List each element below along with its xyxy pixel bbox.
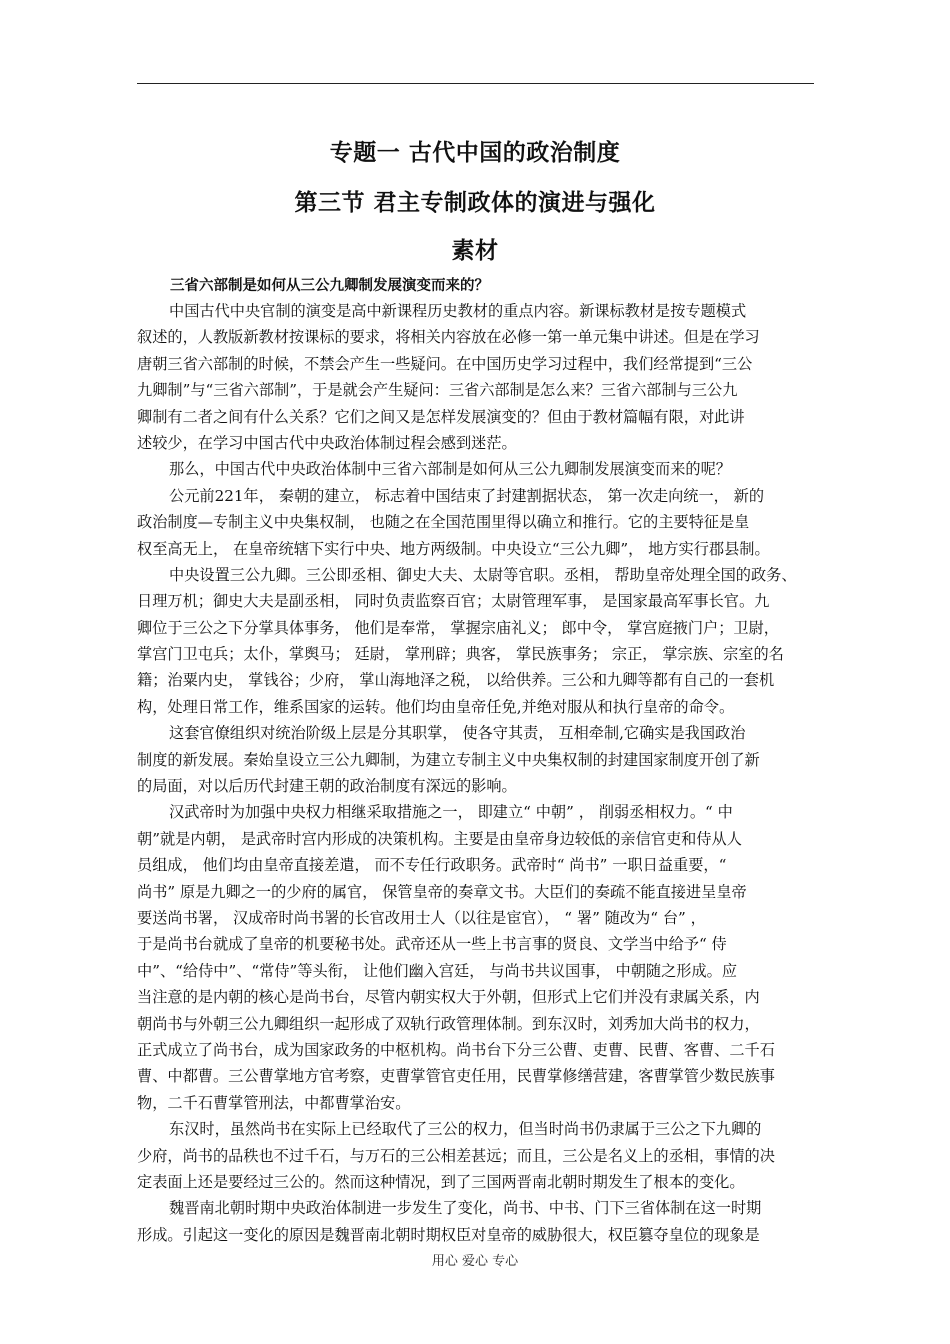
text-line: 构，处理日常工作，维系国家的运转。他们均由皇帝任免,并绝对服从和执行皇帝的命令。 [137,697,735,716]
text-line: 少府，尚书的品秩也不过千石，与万石的三公相差甚远；而且，三公是名义上的丞相，事情的决 [137,1146,775,1165]
text-line: 卿制有二者之间有什么关系？它们之间又是怎样发展演变的？但由于教材篇幅有限，对此讲 [137,407,745,426]
text-line: 述较少，在学习中国古代中央政治体制过程会感到迷茫。 [137,433,517,452]
text-line: 正式成立了尚书台，成为国家政务的中枢机构。尚书台下分三公曹、吏曹、民曹、客曹、二千石 [137,1040,775,1059]
text-line: 权至高无上， 在皇帝统辖下实行中央、地方两级制。中央设立“三公九卿”， 地方实行郡县制。 [137,539,770,558]
text-line: 卿位于三公之下分掌具体事务， 他们是奉常， 掌握宗庙礼义； 郎中令， 掌宫庭掖门户；卫尉， [137,618,779,637]
text-line: 叙述的，人教版新教材按课标的要求，将相关内容放在必修一第一单元集中讲述。但是在学习 [137,328,760,347]
header-rule [137,83,814,84]
text-line: 中国古代中央官制的演变是高中新课程历史教材的重点内容。新课标教材是按专题模式 [169,302,747,320]
text-line: 朝尚书与外朝三公九卿组织一起形成了双轨行政管理体制。到东汉时，刘秀加大尚书的权力， [137,1014,760,1033]
text-line: 定表面上还是要经过三公的。然而这种情况，到了三国两晋南北朝时期发生了根本的变化。 [137,1172,745,1191]
text-line: 魏晋南北朝时期中央政治体制进一步发生了变化，尚书、中书、门下三省体制在这一时期 [169,1199,762,1218]
text-line: 政治制度—专制主义中央集权制， 也随之在全国范围里得以确立和推行。它的主要特征是皇 [137,513,750,532]
text-line: 公元前221年， 秦朝的建立， 标志着中国结束了封建割据状态， 第一次走向统一， 新的 [169,486,765,505]
section-title: 第三节 君主专制政体的演进与强化 [294,190,656,216]
text-line: 于是尚书台就成了皇帝的机要秘书处。武帝还从一些上书言事的贤良、文学当中给予“ 侍 [137,935,727,954]
text-line: 那么，中国古代中央政治体制中三省六部制是如何从三公九卿制发展演变而来的呢？ [169,460,731,479]
text-line: 制度的新发展。秦始皇设立三公九卿制，为建立专制主义中央集权制的封建国家制度开创了新 [137,750,760,769]
text-line: 唐朝三省六部制的时候，不禁会产生一些疑问。在中国历史学习过程中，我们经常提到“三公 [137,354,753,373]
text-line: 掌宫门卫屯兵；太仆，掌舆马； 廷尉， 掌刑辟；典客， 掌民族事务； 宗正， 掌宗族、宗室的名 [137,645,784,664]
text-line: 籍；治粟内史， 掌钱谷；少府， 掌山海地泽之税， 以给供养。三公和九卿等都有自己的一套机 [137,671,775,690]
text-line: 九卿制”与“三省六部制”，于是就会产生疑问：三省六部制是怎么来？三省六部制与三公九 [137,381,738,400]
topic-title: 专题一 古代中国的政治制度 [329,140,621,166]
text-line: 曹、中都曹。三公曹掌地方官考察，吏曹掌管官吏任用，民曹掌修缮营建，客曹掌管少数民族事 [137,1067,775,1086]
text-line: 物，二千石曹掌管刑法，中都曹掌治安。 [137,1093,411,1112]
text-line: 中”、“给侍中”、“常侍”等头衔， 让他们幽入宫廷， 与尚书共议国事， 中朝随之形成。应 [137,961,738,980]
text-line: 朝”就是内朝， 是武帝时宫内形成的决策机构。主要是由皇帝身边较低的亲信官吏和侍从人 [137,829,742,848]
page-footer: 用心 爱心 专心 [431,1254,519,1269]
text-line: 中央设置三公九卿。三公即丞相、御史大夫、太尉等官职。丞相， 帮助皇帝处理全国的政务、 [169,565,797,584]
text-line: 东汉时，虽然尚书在实际上已经取代了三公的权力，但当时尚书仍隶属于三公之下九卿的 [169,1120,762,1139]
text-line: 员组成， 他们均由皇帝直接差遣， 而不专任行政职务。武帝时“ 尚书” 一职日益重要，“ [137,856,727,875]
material-subtitle: 素材 [451,238,499,264]
text-line: 要送尚书署， 汉成帝时尚书署的长官改用士人（以往是宦官）， “ 署” 随改为“ 台” ， [137,908,706,927]
text-line: 日理万机；御史大夫是副丞相， 同时负责监察百官；太尉管理军事， 是国家最高军事长官。九 [137,592,770,611]
question-heading: 三省六部制是如何从三公九卿制发展演变而来的？ [170,278,489,294]
text-line: 汉武帝时为加强中央权力相继采取措施之一， 即建立“ 中朝” ， 削弱丞相权力。“ 中 [169,803,733,822]
text-line: 这套官僚组织对统治阶级上层是分其职掌， 使各守其责， 互相牵制,它确实是我国政治 [169,724,746,743]
article-body [137,298,827,1248]
text-line: 当注意的是内朝的核心是尚书台，尽管内朝实权大于外朝，但形式上它们并没有隶属关系，内 [137,988,760,1007]
text-line: 尚书” 原是九卿之一的少府的属官， 保管皇帝的奏章文书。大臣们的奏疏不能直接进呈皇帝 [137,882,747,901]
text-line: 形成。引起这一变化的原因是魏晋南北朝时期权臣对皇帝的威胁很大，权臣篡夺皇位的现象是 [137,1225,760,1244]
text-line: 的局面，对以后历代封建王朝的政治制度有深远的影响。 [137,777,517,796]
